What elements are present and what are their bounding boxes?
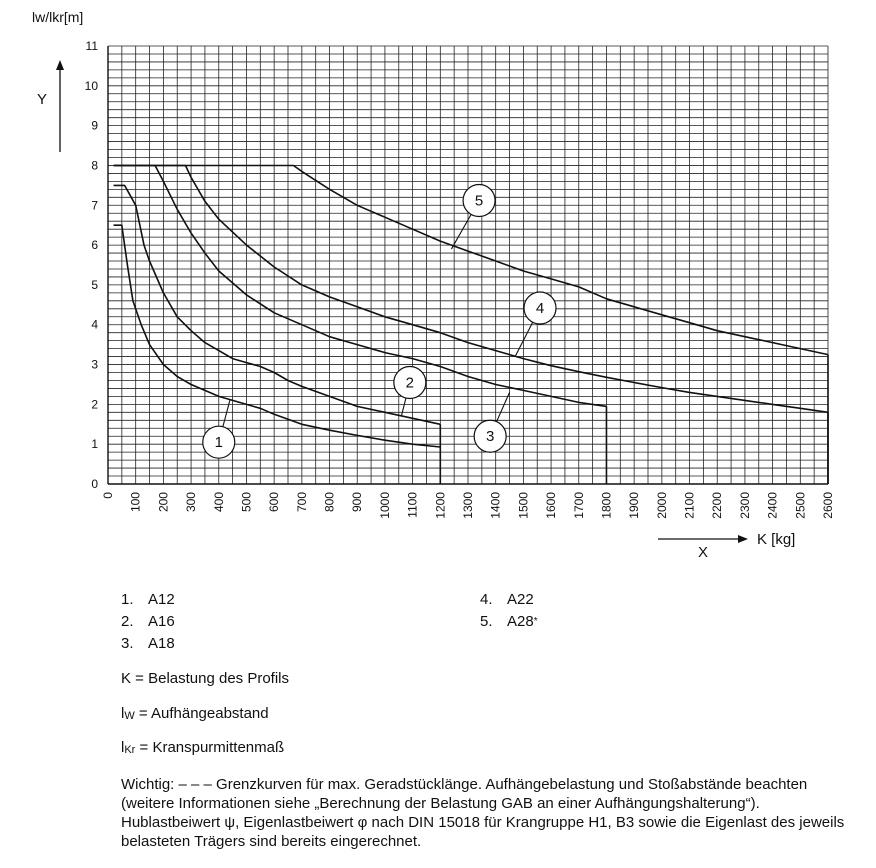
x-tick-label: 1200 (433, 492, 448, 519)
x-tick-label: 900 (350, 492, 365, 513)
x-tick-label: 1900 (627, 492, 642, 519)
lw-subscript: W (124, 710, 135, 722)
x-tick-label: 2000 (654, 492, 669, 519)
legend-left (121, 589, 175, 655)
x-tick-label: 600 (267, 492, 282, 513)
y-tick-label: 7 (91, 198, 98, 213)
series-label-3: 3 (485, 428, 495, 446)
legend-number: 5. (480, 613, 493, 630)
y-axis-arrow (56, 60, 64, 152)
y-tick-label: 2 (91, 397, 98, 412)
x-tick-label: 1800 (599, 492, 614, 519)
lkr-text: = Kranspurmittenmaß (135, 739, 285, 756)
series-leader-4 (515, 322, 533, 356)
important-note: Wichtig: – – – Grenzkurven für max. Geradstücklänge. Aufhängebelastung und Stoßabstände beachten (weitere Informationen siehe „Berechnung der Belastung GAB an einer Aufhängungshalterung“). Hublastbeiwert ψ, Eigenlastbeiwert φ nach DIN 15018 für Krangruppe H1, B3 sowie die Eigenlast des jeweils belasteten Trägers sind bereits eingerechnet. (121, 776, 845, 850)
definition-lkr (121, 739, 284, 756)
legend-item (121, 589, 175, 611)
y-tick-label: 3 (91, 357, 98, 372)
lkr-symbol: l (121, 739, 125, 756)
legend-right (480, 589, 538, 633)
lkr-subscript: Kr (124, 744, 136, 756)
x-axis-title: K [kg] (757, 531, 796, 548)
x-tick-label: 500 (239, 492, 254, 513)
y-tick-label: 8 (91, 158, 98, 173)
x-tick-label: 2500 (793, 492, 808, 519)
x-tick-label: 1000 (377, 492, 392, 519)
x-tick-label: 1700 (571, 492, 586, 519)
legend-item (480, 589, 538, 611)
legend-label: A12 (148, 591, 175, 608)
x-tick-label: 0 (101, 492, 115, 499)
definition-lw (121, 705, 269, 722)
y-tick-label: 1 (91, 437, 98, 452)
legend-label: A16 (148, 613, 175, 630)
y-tick-label: 9 (91, 118, 98, 133)
x-axis-letter: X (698, 544, 709, 561)
x-axis-arrow (658, 535, 748, 543)
x-tick-label: 1400 (488, 492, 503, 519)
legend-label: A18 (148, 635, 175, 652)
x-tick-label: 100 (128, 492, 143, 513)
x-tick-label: 2100 (682, 492, 697, 519)
legend-number: 4. (480, 591, 493, 608)
y-axis-title: lw/lkr[m] (32, 9, 84, 25)
legend-item (121, 633, 175, 655)
y-tick-label: 5 (91, 277, 98, 292)
chart-grid (108, 46, 828, 484)
series-leader-2 (402, 398, 406, 416)
legend-footnote-mark: * (533, 616, 538, 627)
x-tick-label: 800 (322, 492, 337, 513)
definition-k-text: K = Belastung des Profils (121, 670, 290, 687)
y-tick-label: 4 (91, 317, 98, 332)
legend-item (121, 611, 175, 633)
y-tick-label: 11 (85, 39, 98, 53)
lw-text: = Aufhängeabstand (134, 705, 269, 722)
series-line-3 (114, 166, 607, 407)
legend-number: 3. (121, 635, 134, 652)
series-label-5: 5 (474, 192, 484, 210)
legend-number: 1. (121, 591, 134, 608)
series-label-2: 2 (405, 374, 415, 392)
x-tick-label: 1100 (405, 492, 420, 518)
chart-tick-labels (85, 39, 835, 519)
series-label-1: 1 (214, 434, 223, 452)
x-tick-label: 2200 (710, 492, 725, 519)
x-tick-label: 1600 (544, 492, 559, 519)
x-tick-label: 2600 (821, 492, 835, 519)
x-tick-label: 700 (294, 492, 309, 513)
y-axis-letter: Y (37, 91, 48, 108)
legend-label: A28 (507, 613, 534, 630)
chart-series-labels (203, 184, 556, 458)
y-tick-label: 0 (91, 477, 98, 491)
legend-item (480, 611, 538, 633)
x-tick-label: 2300 (737, 492, 752, 519)
x-tick-label: 2400 (765, 492, 780, 519)
x-tick-label: 400 (211, 492, 226, 513)
x-tick-label: 300 (184, 492, 199, 513)
x-tick-label: 1300 (461, 492, 475, 519)
legend-number: 2. (121, 613, 134, 630)
definition-k (121, 670, 289, 687)
legend-label: A22 (507, 591, 534, 608)
lw-symbol: l (121, 705, 125, 722)
y-tick-label: 10 (84, 78, 98, 93)
series-label-4: 4 (535, 300, 545, 318)
x-tick-label: 1500 (516, 492, 531, 519)
y-tick-label: 6 (91, 238, 98, 253)
x-tick-label: 200 (156, 492, 171, 513)
